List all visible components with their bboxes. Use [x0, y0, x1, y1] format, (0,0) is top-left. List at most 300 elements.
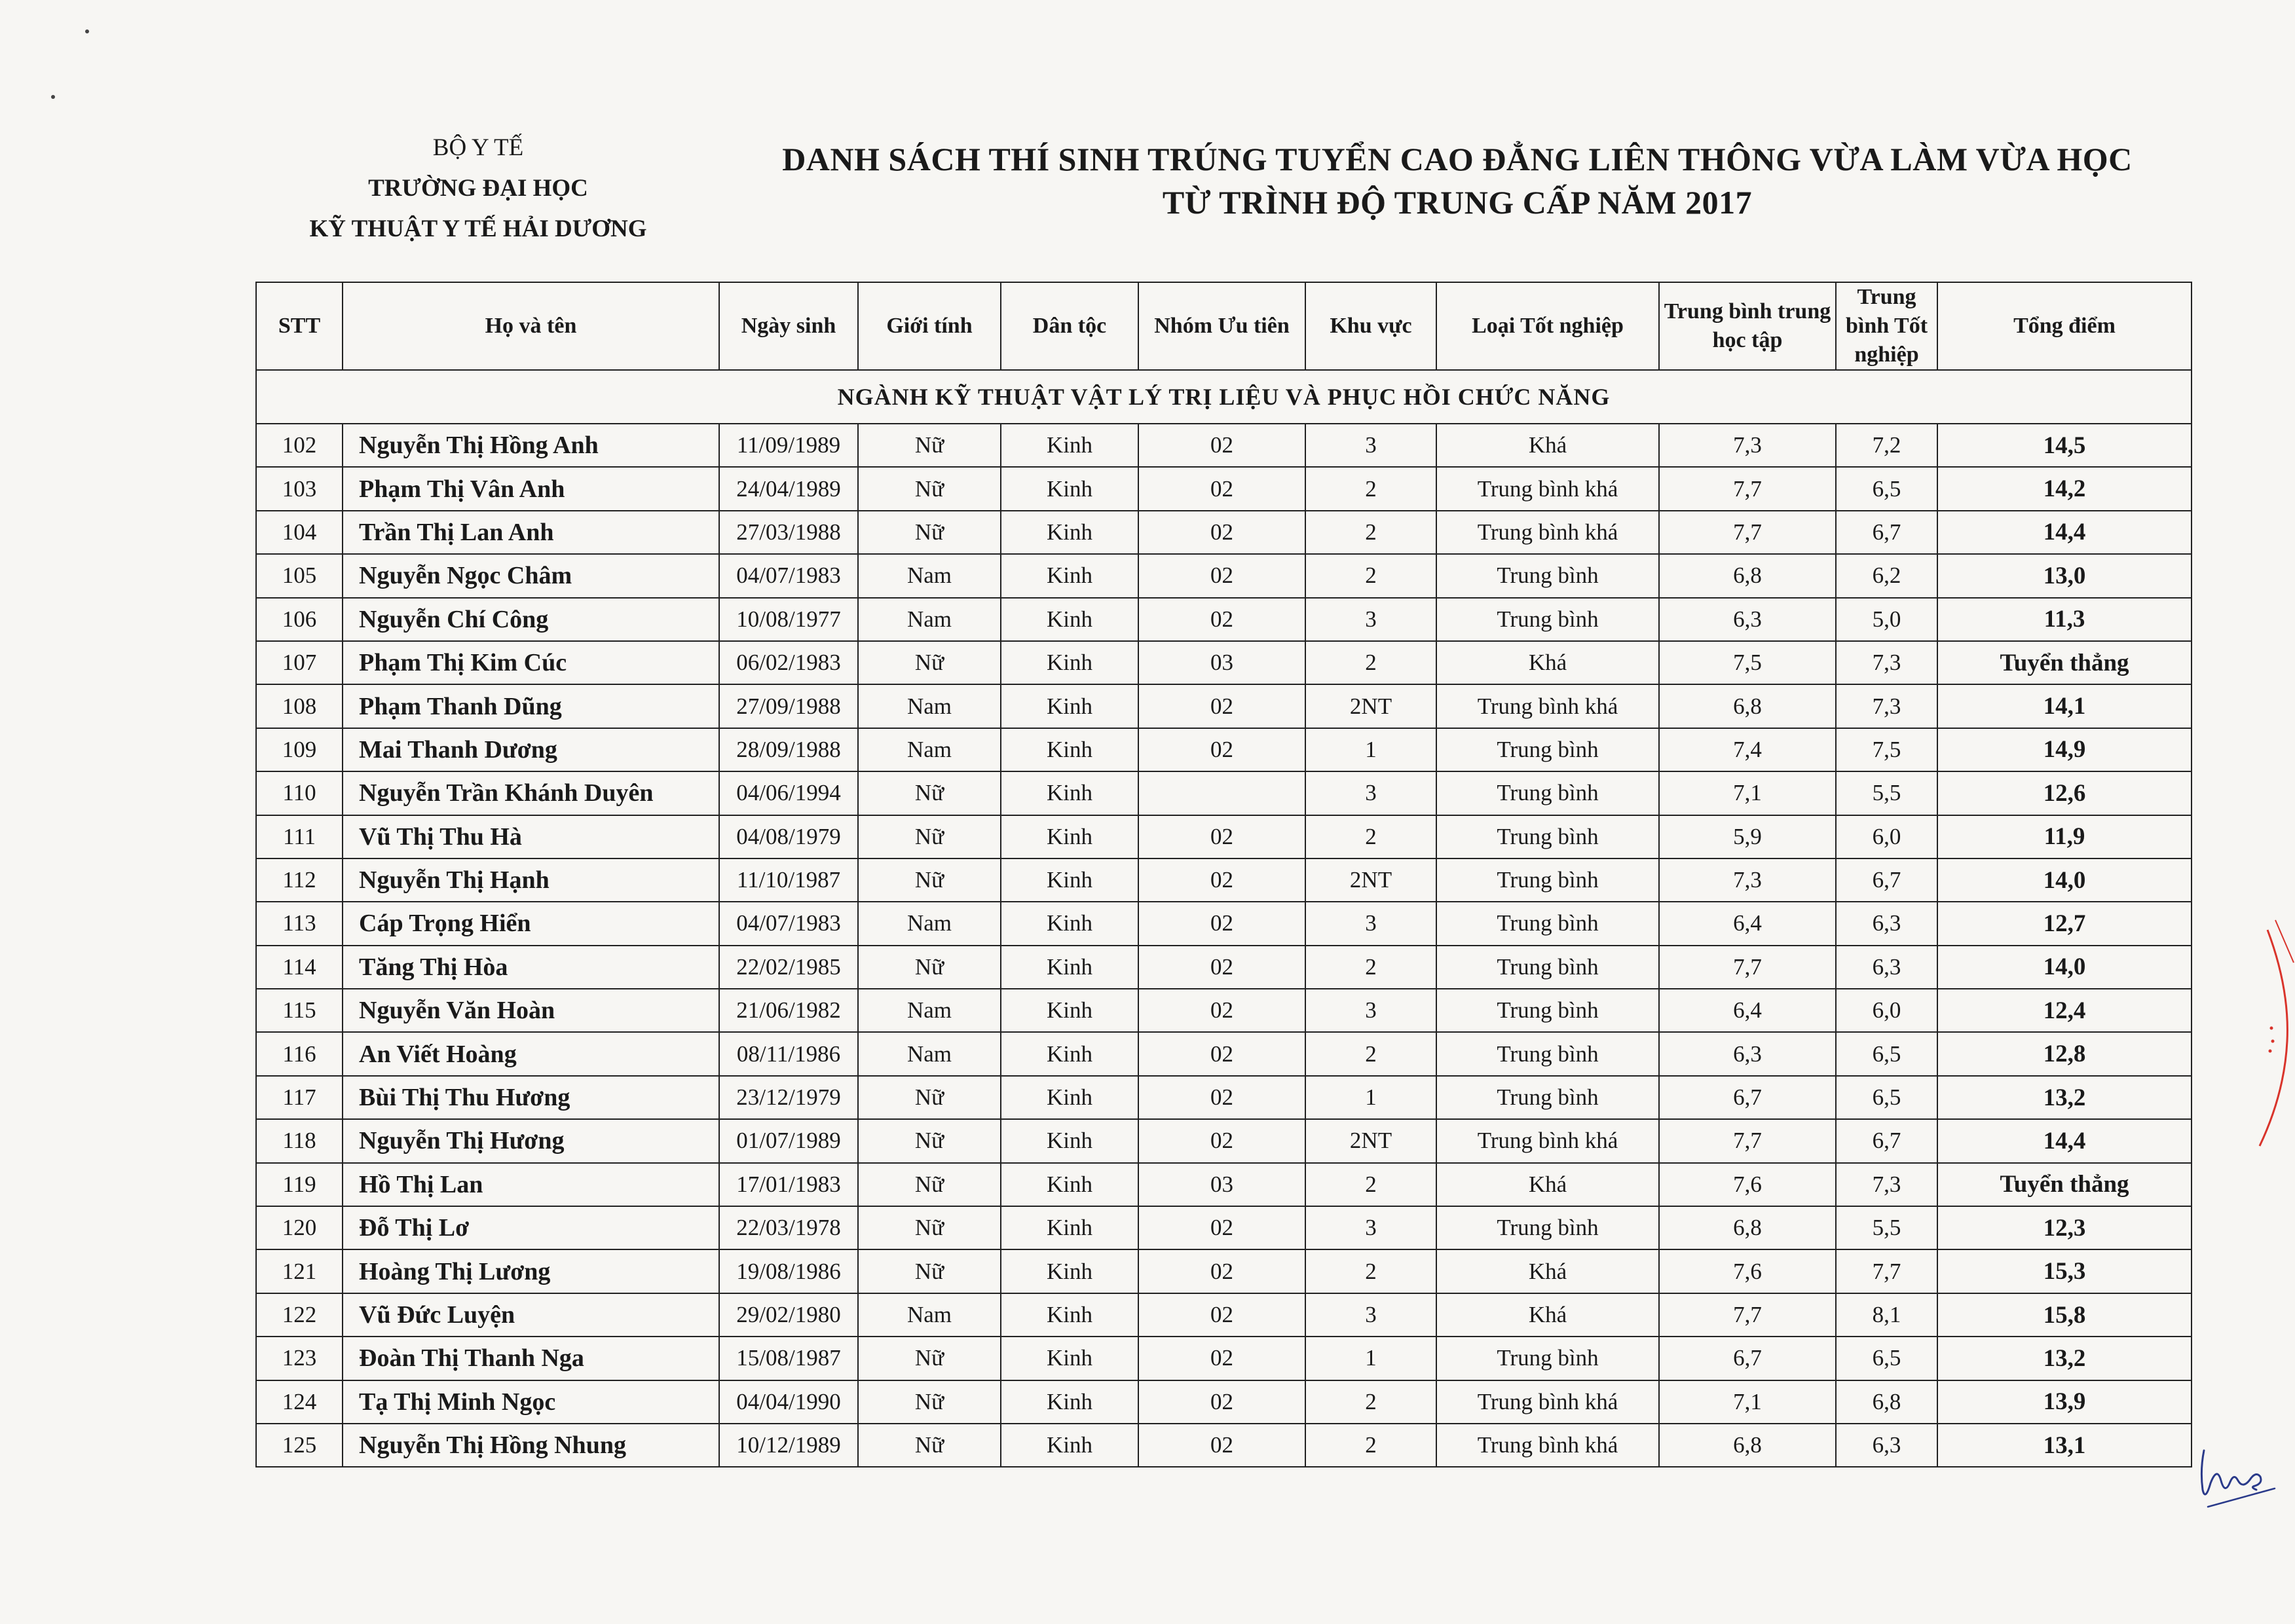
area: 3	[1305, 1293, 1436, 1337]
ethnicity: Kinh	[1001, 946, 1138, 989]
column-header: Khu vực	[1305, 282, 1436, 370]
student-name: Hoàng Thị Lương	[343, 1249, 719, 1293]
gender: Nam	[858, 554, 1001, 597]
table-row	[256, 1337, 2192, 1380]
avg-graduation-score: 6,0	[1836, 815, 1937, 858]
avg-study-score: 7,7	[1659, 467, 1836, 510]
area: 2	[1305, 815, 1436, 858]
gender: Nam	[858, 902, 1001, 945]
total-score: Tuyển thẳng	[1937, 1163, 2192, 1206]
gender: Nữ	[858, 1163, 1001, 1206]
row-stt: 104	[256, 511, 343, 554]
graduation-rank: Trung bình	[1436, 815, 1659, 858]
gender: Nữ	[858, 424, 1001, 467]
student-name: Trần Thị Lan Anh	[343, 511, 719, 554]
ethnicity: Kinh	[1001, 902, 1138, 945]
column-header: Loại Tốt nghiệp	[1436, 282, 1659, 370]
avg-study-score: 6,8	[1659, 1424, 1836, 1467]
row-stt: 115	[256, 989, 343, 1032]
avg-graduation-score: 6,5	[1836, 1032, 1937, 1075]
area: 3	[1305, 598, 1436, 641]
birth-date: 11/10/1987	[719, 858, 858, 902]
table-row	[256, 771, 2192, 815]
table-row	[256, 1424, 2192, 1467]
ethnicity: Kinh	[1001, 511, 1138, 554]
priority-group: 02	[1138, 1249, 1305, 1293]
avg-study-score: 6,3	[1659, 598, 1836, 641]
birth-date: 21/06/1982	[719, 989, 858, 1032]
area: 2	[1305, 554, 1436, 597]
avg-graduation-score: 5,5	[1836, 1206, 1937, 1249]
total-score: 11,3	[1937, 598, 2192, 641]
avg-graduation-score: 6,7	[1836, 858, 1937, 902]
gender: Nữ	[858, 771, 1001, 815]
graduation-rank: Khá	[1436, 641, 1659, 684]
gender: Nam	[858, 598, 1001, 641]
area: 2	[1305, 641, 1436, 684]
student-name: Phạm Thị Kim Cúc	[343, 641, 719, 684]
area: 2	[1305, 1249, 1436, 1293]
graduation-rank: Trung bình khá	[1436, 511, 1659, 554]
priority-group: 02	[1138, 1293, 1305, 1337]
avg-graduation-score: 6,5	[1836, 1337, 1937, 1380]
ethnicity: Kinh	[1001, 989, 1138, 1032]
area: 3	[1305, 424, 1436, 467]
total-score: 13,2	[1937, 1076, 2192, 1119]
table-row	[256, 424, 2192, 467]
avg-study-score: 7,1	[1659, 1380, 1836, 1424]
ethnicity: Kinh	[1001, 1293, 1138, 1337]
birth-date: 19/08/1986	[719, 1249, 858, 1293]
avg-graduation-score: 7,3	[1836, 641, 1937, 684]
ethnicity: Kinh	[1001, 1032, 1138, 1075]
avg-study-score: 6,3	[1659, 1032, 1836, 1075]
row-stt: 121	[256, 1249, 343, 1293]
area: 1	[1305, 1076, 1436, 1119]
ethnicity: Kinh	[1001, 598, 1138, 641]
priority-group: 02	[1138, 1119, 1305, 1162]
table-row	[256, 902, 2192, 945]
priority-group: 02	[1138, 511, 1305, 554]
table-row	[256, 1163, 2192, 1206]
gender: Nữ	[858, 641, 1001, 684]
graduation-rank: Trung bình	[1436, 946, 1659, 989]
avg-graduation-score: 6,3	[1836, 1424, 1937, 1467]
priority-group: 02	[1138, 1337, 1305, 1380]
student-name: Cáp Trọng Hiển	[343, 902, 719, 945]
birth-date: 22/02/1985	[719, 946, 858, 989]
area: 2	[1305, 1424, 1436, 1467]
ethnicity: Kinh	[1001, 554, 1138, 597]
birth-date: 04/07/1983	[719, 554, 858, 597]
priority-group: 02	[1138, 467, 1305, 510]
priority-group: 02	[1138, 424, 1305, 467]
avg-study-score: 5,9	[1659, 815, 1836, 858]
student-name: Đoàn Thị Thanh Nga	[343, 1337, 719, 1380]
graduation-rank: Trung bình	[1436, 1337, 1659, 1380]
gender: Nam	[858, 1032, 1001, 1075]
avg-graduation-score: 7,3	[1836, 684, 1937, 728]
scan-speck	[85, 29, 89, 33]
graduation-rank: Trung bình	[1436, 728, 1659, 771]
avg-study-score: 6,8	[1659, 1206, 1836, 1249]
total-score: 12,6	[1937, 771, 2192, 815]
graduation-rank: Khá	[1436, 424, 1659, 467]
student-name: Tạ Thị Minh Ngọc	[343, 1380, 719, 1424]
column-header: Trung bình trung học tập	[1659, 282, 1836, 370]
priority-group: 02	[1138, 946, 1305, 989]
area: 2	[1305, 511, 1436, 554]
priority-group: 02	[1138, 1380, 1305, 1424]
avg-study-score: 7,4	[1659, 728, 1836, 771]
ethnicity: Kinh	[1001, 728, 1138, 771]
scan-speck	[51, 95, 55, 99]
student-name: Phạm Thị Vân Anh	[343, 467, 719, 510]
row-stt: 114	[256, 946, 343, 989]
avg-study-score: 7,7	[1659, 946, 1836, 989]
table-row	[256, 1032, 2192, 1075]
area: 3	[1305, 989, 1436, 1032]
birth-date: 01/07/1989	[719, 1119, 858, 1162]
avg-study-score: 7,3	[1659, 424, 1836, 467]
student-name: Tăng Thị Hòa	[343, 946, 719, 989]
row-stt: 107	[256, 641, 343, 684]
row-stt: 117	[256, 1076, 343, 1119]
ethnicity: Kinh	[1001, 1163, 1138, 1206]
birth-date: 06/02/1983	[719, 641, 858, 684]
total-score: 15,3	[1937, 1249, 2192, 1293]
avg-graduation-score: 6,2	[1836, 554, 1937, 597]
birth-date: 04/07/1983	[719, 902, 858, 945]
gender: Nữ	[858, 1337, 1001, 1380]
graduation-rank: Khá	[1436, 1163, 1659, 1206]
gender: Nữ	[858, 1076, 1001, 1119]
column-header: Họ và tên	[343, 282, 719, 370]
priority-group: 02	[1138, 554, 1305, 597]
area: 2NT	[1305, 1119, 1436, 1162]
table-row	[256, 1119, 2192, 1162]
avg-graduation-score: 7,2	[1836, 424, 1937, 467]
gender: Nữ	[858, 1119, 1001, 1162]
row-stt: 122	[256, 1293, 343, 1337]
birth-date: 10/12/1989	[719, 1424, 858, 1467]
school-name-line2: KỸ THUẬT Y TẾ HẢI DƯƠNG	[309, 215, 647, 242]
graduation-rank: Trung bình khá	[1436, 1119, 1659, 1162]
total-score: 14,1	[1937, 684, 2192, 728]
birth-date: 22/03/1978	[719, 1206, 858, 1249]
birth-date: 17/01/1983	[719, 1163, 858, 1206]
priority-group: 02	[1138, 684, 1305, 728]
student-name: Hồ Thị Lan	[343, 1163, 719, 1206]
row-stt: 119	[256, 1163, 343, 1206]
graduation-rank: Trung bình khá	[1436, 684, 1659, 728]
priority-group: 02	[1138, 1076, 1305, 1119]
ethnicity: Kinh	[1001, 641, 1138, 684]
ethnicity: Kinh	[1001, 1337, 1138, 1380]
row-stt: 113	[256, 902, 343, 945]
table-row	[256, 467, 2192, 510]
total-score: 14,4	[1937, 511, 2192, 554]
stamp-edge-mark	[2256, 917, 2295, 1153]
graduation-rank: Khá	[1436, 1293, 1659, 1337]
total-score: 14,4	[1937, 1119, 2192, 1162]
ethnicity: Kinh	[1001, 858, 1138, 902]
row-stt: 124	[256, 1380, 343, 1424]
column-header: Dân tộc	[1001, 282, 1138, 370]
birth-date: 08/11/1986	[719, 1032, 858, 1075]
ethnicity: Kinh	[1001, 684, 1138, 728]
student-name: Nguyễn Thị Hạnh	[343, 858, 719, 902]
priority-group: 02	[1138, 815, 1305, 858]
birth-date: 11/09/1989	[719, 424, 858, 467]
table-row	[256, 989, 2192, 1032]
total-score: 12,8	[1937, 1032, 2192, 1075]
row-stt: 116	[256, 1032, 343, 1075]
ethnicity: Kinh	[1001, 771, 1138, 815]
avg-graduation-score: 5,5	[1836, 771, 1937, 815]
gender: Nữ	[858, 1249, 1001, 1293]
ethnicity: Kinh	[1001, 1249, 1138, 1293]
avg-study-score: 7,7	[1659, 1119, 1836, 1162]
total-score: 14,2	[1937, 467, 2192, 510]
table-row	[256, 511, 2192, 554]
section-title: NGÀNH KỸ THUẬT VẬT LÝ TRỊ LIỆU VÀ PHỤC HỒI CHỨC NĂNG	[256, 370, 2192, 424]
avg-study-score: 6,8	[1659, 684, 1836, 728]
area: 3	[1305, 902, 1436, 945]
gender: Nam	[858, 1293, 1001, 1337]
graduation-rank: Trung bình khá	[1436, 1380, 1659, 1424]
avg-study-score: 7,6	[1659, 1163, 1836, 1206]
total-score: 13,0	[1937, 554, 2192, 597]
student-name: Nguyễn Văn Hoàn	[343, 989, 719, 1032]
priority-group: 02	[1138, 858, 1305, 902]
avg-graduation-score: 6,3	[1836, 902, 1937, 945]
area: 2NT	[1305, 684, 1436, 728]
birth-date: 27/09/1988	[719, 684, 858, 728]
avg-study-score: 7,1	[1659, 771, 1836, 815]
avg-study-score: 6,7	[1659, 1076, 1836, 1119]
table-row	[256, 1249, 2192, 1293]
table-row	[256, 598, 2192, 641]
table-header-row	[256, 282, 2192, 370]
graduation-rank: Trung bình	[1436, 554, 1659, 597]
issuer-block	[262, 128, 694, 249]
graduation-rank: Trung bình	[1436, 598, 1659, 641]
student-name: Nguyễn Ngọc Châm	[343, 554, 719, 597]
table-row	[256, 815, 2192, 858]
avg-graduation-score: 5,0	[1836, 598, 1937, 641]
ministry-name: BỘ Y TẾ	[432, 134, 524, 161]
area: 2	[1305, 946, 1436, 989]
graduation-rank: Trung bình	[1436, 1032, 1659, 1075]
column-header: Nhóm Ưu tiên	[1138, 282, 1305, 370]
area: 2	[1305, 467, 1436, 510]
ethnicity: Kinh	[1001, 467, 1138, 510]
total-score: 15,8	[1937, 1293, 2192, 1337]
document-title	[727, 138, 2188, 224]
ethnicity: Kinh	[1001, 815, 1138, 858]
priority-group: 02	[1138, 1032, 1305, 1075]
row-stt: 108	[256, 684, 343, 728]
gender: Nam	[858, 728, 1001, 771]
avg-graduation-score: 6,7	[1836, 511, 1937, 554]
avg-study-score: 7,7	[1659, 1293, 1836, 1337]
total-score: 12,3	[1937, 1206, 2192, 1249]
area: 2	[1305, 1163, 1436, 1206]
graduation-rank: Trung bình	[1436, 771, 1659, 815]
birth-date: 04/06/1994	[719, 771, 858, 815]
section-row	[256, 370, 2192, 424]
ethnicity: Kinh	[1001, 1119, 1138, 1162]
row-stt: 111	[256, 815, 343, 858]
row-stt: 120	[256, 1206, 343, 1249]
total-score: 14,0	[1937, 946, 2192, 989]
table-row	[256, 1076, 2192, 1119]
total-score: 12,4	[1937, 989, 2192, 1032]
graduation-rank: Trung bình	[1436, 1206, 1659, 1249]
signature-mark	[2191, 1444, 2283, 1516]
column-header: Tổng điểm	[1937, 282, 2192, 370]
avg-graduation-score: 6,7	[1836, 1119, 1937, 1162]
avg-graduation-score: 6,3	[1836, 946, 1937, 989]
area: 2	[1305, 1032, 1436, 1075]
graduation-rank: Trung bình	[1436, 902, 1659, 945]
title-line1: DANH SÁCH THÍ SINH TRÚNG TUYỂN CAO ĐẲNG LIÊN THÔNG VỪA LÀM VỪA HỌC	[782, 141, 2133, 177]
row-stt: 110	[256, 771, 343, 815]
area: 1	[1305, 1337, 1436, 1380]
student-name: Nguyễn Thị Hương	[343, 1119, 719, 1162]
avg-graduation-score: 6,5	[1836, 467, 1937, 510]
avg-graduation-score: 6,5	[1836, 1076, 1937, 1119]
birth-date: 24/04/1989	[719, 467, 858, 510]
total-score: Tuyển thẳng	[1937, 641, 2192, 684]
student-name: Nguyễn Thị Hồng Nhung	[343, 1424, 719, 1467]
ethnicity: Kinh	[1001, 1206, 1138, 1249]
ethnicity: Kinh	[1001, 1424, 1138, 1467]
student-name: Bùi Thị Thu Hương	[343, 1076, 719, 1119]
graduation-rank: Trung bình	[1436, 989, 1659, 1032]
priority-group: 02	[1138, 728, 1305, 771]
priority-group: 02	[1138, 598, 1305, 641]
total-score: 14,0	[1937, 858, 2192, 902]
priority-group: 02	[1138, 902, 1305, 945]
row-stt: 102	[256, 424, 343, 467]
priority-group: 03	[1138, 1163, 1305, 1206]
gender: Nữ	[858, 858, 1001, 902]
gender: Nữ	[858, 467, 1001, 510]
column-header: Ngày sinh	[719, 282, 858, 370]
title-line2: TỪ TRÌNH ĐỘ TRUNG CẤP NĂM 2017	[1162, 184, 1753, 221]
priority-group: 02	[1138, 1206, 1305, 1249]
avg-graduation-score: 7,7	[1836, 1249, 1937, 1293]
column-header: STT	[256, 282, 343, 370]
column-header: Trung bình Tốt nghiệp	[1836, 282, 1937, 370]
row-stt: 109	[256, 728, 343, 771]
gender: Nữ	[858, 1206, 1001, 1249]
student-name: Nguyễn Trần Khánh Duyên	[343, 771, 719, 815]
gender: Nam	[858, 989, 1001, 1032]
ethnicity: Kinh	[1001, 424, 1138, 467]
total-score: 13,2	[1937, 1337, 2192, 1380]
birth-date: 15/08/1987	[719, 1337, 858, 1380]
table-row	[256, 684, 2192, 728]
birth-date: 04/04/1990	[719, 1380, 858, 1424]
graduation-rank: Trung bình khá	[1436, 1424, 1659, 1467]
birth-date: 27/03/1988	[719, 511, 858, 554]
student-name: Đỗ Thị Lơ	[343, 1206, 719, 1249]
avg-study-score: 7,5	[1659, 641, 1836, 684]
gender: Nữ	[858, 511, 1001, 554]
school-name-line1: TRƯỜNG ĐẠI HỌC	[368, 175, 588, 202]
total-score: 11,9	[1937, 815, 2192, 858]
student-name: Nguyễn Chí Công	[343, 598, 719, 641]
priority-group	[1138, 771, 1305, 815]
row-stt: 106	[256, 598, 343, 641]
area: 3	[1305, 1206, 1436, 1249]
area: 2	[1305, 1380, 1436, 1424]
avg-study-score: 6,4	[1659, 989, 1836, 1032]
avg-graduation-score: 7,5	[1836, 728, 1937, 771]
table-row	[256, 946, 2192, 989]
gender: Nữ	[858, 1424, 1001, 1467]
avg-study-score: 6,7	[1659, 1337, 1836, 1380]
birth-date: 29/02/1980	[719, 1293, 858, 1337]
row-stt: 105	[256, 554, 343, 597]
table-row	[256, 858, 2192, 902]
avg-study-score: 7,6	[1659, 1249, 1836, 1293]
graduation-rank: Trung bình khá	[1436, 467, 1659, 510]
gender: Nữ	[858, 1380, 1001, 1424]
row-stt: 125	[256, 1424, 343, 1467]
avg-graduation-score: 6,8	[1836, 1380, 1937, 1424]
priority-group: 02	[1138, 1424, 1305, 1467]
row-stt: 118	[256, 1119, 343, 1162]
birth-date: 10/08/1977	[719, 598, 858, 641]
row-stt: 123	[256, 1337, 343, 1380]
student-name: Vũ Đức Luyện	[343, 1293, 719, 1337]
student-name: Mai Thanh Dương	[343, 728, 719, 771]
table-row	[256, 554, 2192, 597]
graduation-rank: Khá	[1436, 1249, 1659, 1293]
gender: Nữ	[858, 815, 1001, 858]
avg-graduation-score: 7,3	[1836, 1163, 1937, 1206]
avg-graduation-score: 6,0	[1836, 989, 1937, 1032]
area: 3	[1305, 771, 1436, 815]
table-row	[256, 641, 2192, 684]
birth-date: 28/09/1988	[719, 728, 858, 771]
gender: Nam	[858, 684, 1001, 728]
student-name: An Viết Hoàng	[343, 1032, 719, 1075]
graduation-rank: Trung bình	[1436, 858, 1659, 902]
birth-date: 23/12/1979	[719, 1076, 858, 1119]
priority-group: 02	[1138, 989, 1305, 1032]
total-score: 14,5	[1937, 424, 2192, 467]
total-score: 13,9	[1937, 1380, 2192, 1424]
table-row	[256, 728, 2192, 771]
avg-study-score: 7,3	[1659, 858, 1836, 902]
ethnicity: Kinh	[1001, 1076, 1138, 1119]
total-score: 12,7	[1937, 902, 2192, 945]
column-header: Giới tính	[858, 282, 1001, 370]
row-stt: 103	[256, 467, 343, 510]
admission-results-table	[255, 282, 2192, 1467]
gender: Nữ	[858, 946, 1001, 989]
graduation-rank: Trung bình	[1436, 1076, 1659, 1119]
area: 2NT	[1305, 858, 1436, 902]
avg-study-score: 7,7	[1659, 511, 1836, 554]
total-score: 14,9	[1937, 728, 2192, 771]
ethnicity: Kinh	[1001, 1380, 1138, 1424]
